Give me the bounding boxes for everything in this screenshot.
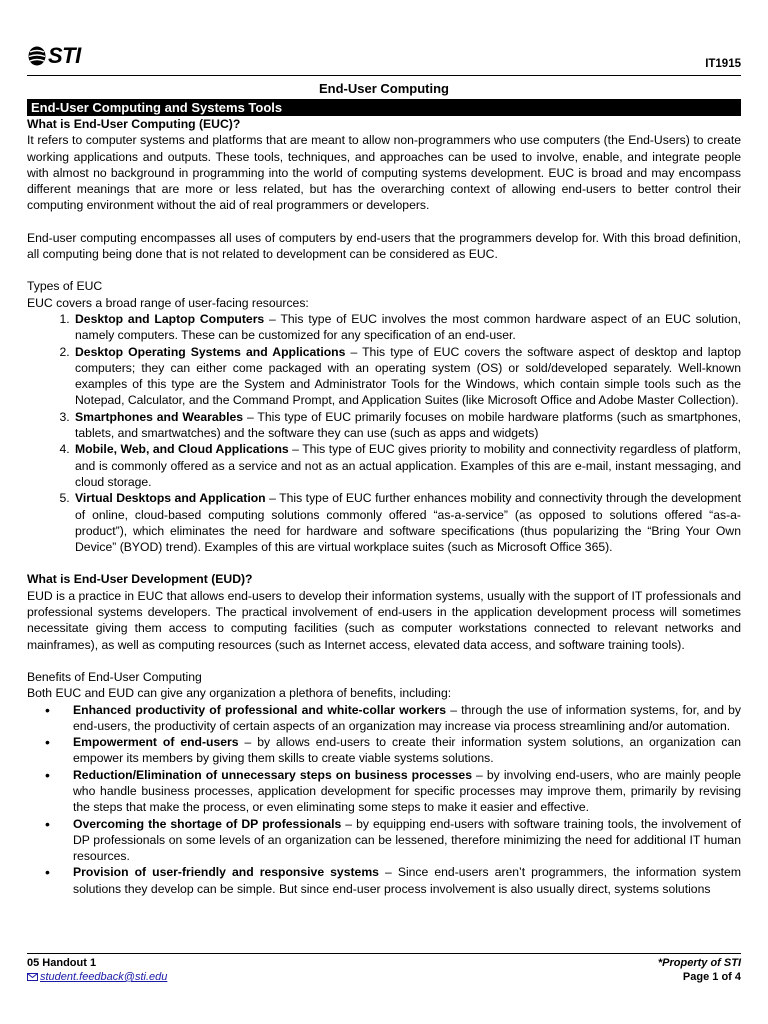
envelope-icon	[27, 973, 38, 981]
list-item	[45, 734, 741, 767]
euc-heading: What is End-User Computing (EUC)?	[27, 117, 241, 131]
list-item	[73, 344, 741, 409]
benefits-list	[27, 702, 741, 898]
logo-text: STI	[48, 43, 81, 68]
item-text: – by allows end-users to create their information system solutions, an organization can empower its members by giving them skills to create viable systems solutions.	[73, 735, 741, 766]
section-heading: End-User Computing and Systems Tools	[27, 99, 741, 116]
course-code: IT1915	[705, 58, 741, 70]
item-text: – Since end-users aren’t programmers, the information system solutions they develop can be simple. But since end-user process involvement is also usually direct, systems solutions	[73, 865, 741, 896]
item-title: Smartphones and Wearables	[75, 409, 244, 424]
types-intro: EUC covers a broad range of user-facing resources:	[27, 295, 309, 310]
item-text: – This type of EUC covers the software aspect of desktop and laptop computers; they can either come packaged with an operating system (OS) or sold/developed separately. Well-known examples of this type are the System and Administrator Tools for the Windows, which contain simple tools such as the Notepad, Calculator, and the Command Prompt, and Application Suites (like Microsoft Office and Adobe Master Collection).	[75, 344, 742, 408]
list-item	[73, 311, 741, 344]
list-item	[45, 864, 741, 897]
item-text: – This type of EUC further enhances mobility and connectivity through the development of online, cloud-based computing solutions commonly offered “as-a-service” (as opposed to solutions offered “as-a-product”), which eliminates the need for hardware and software specifications (thus popularizing the “Bring Your Own Device” (BYOD) trend). Examples of this are virtual workplace suites (such as Microsoft Office 365).	[75, 491, 742, 555]
sti-logo	[27, 42, 81, 70]
benefits-heading: Benefits of End-User Computing	[27, 669, 202, 684]
globe-icon	[27, 45, 47, 67]
types-heading: Types of EUC	[27, 279, 103, 294]
list-item	[45, 766, 741, 816]
list-item	[45, 701, 742, 735]
item-text: – through the use of information systems, for, and by end-users, the productivity of certain aspects of an organization may increase via process streamlining and/or automation.	[73, 702, 742, 733]
page-title: End-User Computing	[319, 81, 449, 96]
email-text: student.feedback@sti.edu	[40, 971, 168, 983]
types-list	[27, 311, 741, 555]
item-text: – This type of EUC primarily focuses on mobile hardware platforms (such as smartphones, tablets, and smartwatches) and the software they can use (such as apps and widgets)	[75, 409, 741, 441]
list-item	[73, 409, 741, 442]
property-notice: *Property of STI	[657, 957, 741, 969]
item-title: Reduction/Elimination of unnecessary steps on business processes	[73, 767, 472, 782]
benefits-intro: Both EUC and EUD can give any organization a plethora of benefits, including:	[27, 686, 452, 701]
euc-scope-paragraph: End-user computing encompasses all uses of computers by end-users that the programmers develop for. With this broad definition, all computing being done that is not related to development can be considered as EUC.	[27, 230, 741, 262]
bullet-icon: •	[45, 864, 50, 881]
item-title: Desktop Operating Systems and Applications	[75, 344, 346, 359]
bullet-icon: •	[45, 701, 50, 718]
item-title: Overcoming the shortage of DP professionals	[73, 816, 342, 831]
footer-left	[27, 956, 167, 984]
footer-rule	[27, 953, 741, 954]
euc-definition-paragraph: It refers to computer systems and platforms that are meant to allow non-programmers who use computers (the End-Users) to create working applications and outputs. These tools, techniques, and approaches can be used to involve, enable, and integrate people with almost no background in programming into the world of computing systems development. EUC is broad and may encompass different meanings that are more or less related, but has the overarching context of allowing end-users to better control their computing environment without the aid of real programmers or developers.	[27, 133, 741, 213]
list-item	[73, 490, 741, 555]
bullet-icon: •	[45, 815, 50, 832]
item-title: Desktop and Laptop Computers	[75, 311, 265, 326]
item-text: – by involving end-users, who are mainly people who handle business processes, application development for specific processes may improve them, primarily by revising the steps that make the process, or even eliminating some steps to make it easier and effective.	[73, 767, 741, 815]
document-body	[27, 80, 741, 897]
feedback-email-link[interactable]	[27, 970, 167, 984]
item-text: – by equipping end-users with software training tools, the involvement of DP professionals on some levels of an organization can be lessened, therefore minimizing the need for additional IT human resources.	[73, 816, 741, 864]
item-title: Virtual Desktops and Application	[75, 491, 266, 506]
item-title: Empowerment of end-users	[73, 735, 239, 750]
eud-heading: What is End-User Development (EUD)?	[27, 572, 253, 587]
page-number: Page 1 of 4	[682, 971, 741, 983]
item-title: Enhanced productivity of professional and white-collar workers	[73, 702, 447, 717]
eud-paragraph: EUD is a practice in EUC that allows end-users to develop their information systems, usually with the support of IT professionals and professional systems developers. The practical involvement of end-users in the application development process will sometimes necessitate giving them access to computing facilities (such as computer workstations connected to relevant networks and mainframes), as well as computing resources (such as Internet access, elevated data access, and software training tools).	[27, 588, 741, 652]
item-title: Mobile, Web, and Cloud Applications	[75, 442, 289, 457]
list-item	[73, 441, 741, 490]
bullet-icon: •	[45, 766, 50, 783]
item-text: – This type of EUC gives priority to mobility and connectivity regardless of platform, and is commonly offered as a service and not as an actual application. Examples of this are e-mail, instant messaging, and cloud storage.	[75, 442, 741, 489]
bullet-icon: •	[45, 734, 50, 751]
item-title: Provision of user-friendly and responsive systems	[73, 865, 379, 880]
handout-label: 05 Handout 1	[27, 957, 97, 969]
footer-right	[658, 956, 741, 984]
item-text: – This type of EUC involves the most common hardware aspect of an EUC solution, namely computers. These can be customized for any specification of an end-user.	[75, 311, 741, 343]
list-item	[45, 815, 741, 865]
header-rule	[27, 75, 741, 76]
